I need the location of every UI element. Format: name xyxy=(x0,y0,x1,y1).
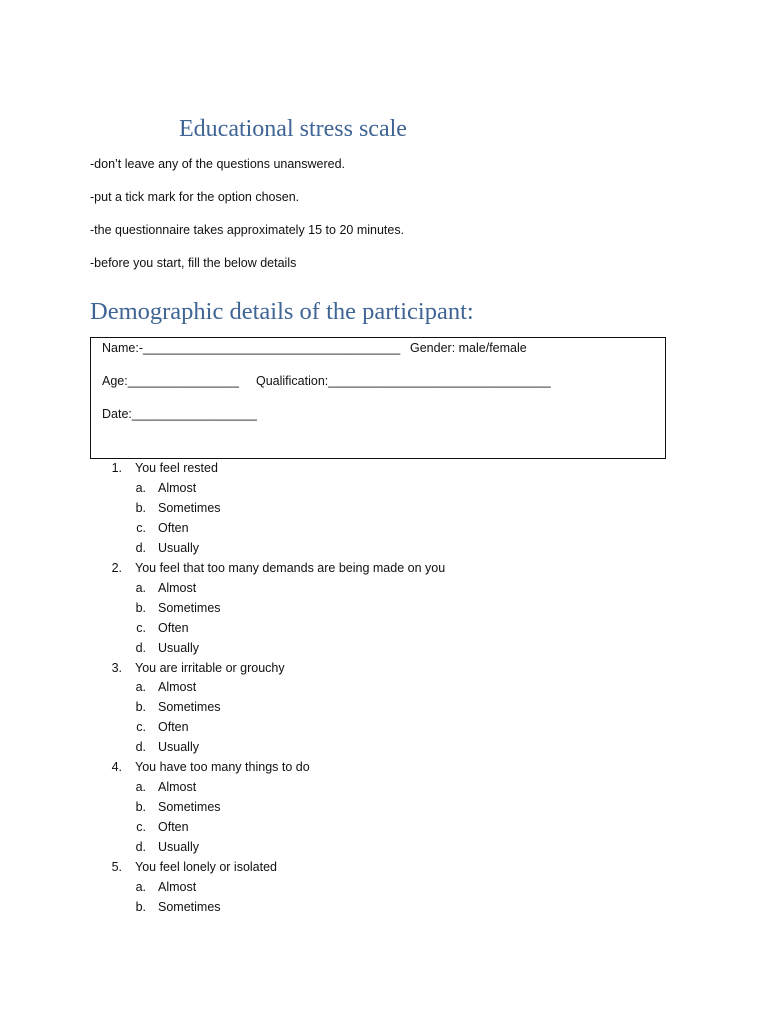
name-field[interactable]: Name:-_____________________________________ xyxy=(102,341,401,355)
option-text: Sometimes xyxy=(158,600,221,615)
qualification-field[interactable]: Qualification:________________________________ xyxy=(256,374,551,388)
instruction-line: -don’t leave any of the questions unanswered. xyxy=(90,157,346,171)
option-text: Sometimes xyxy=(158,800,221,815)
option-letter: b. xyxy=(135,899,146,914)
option-text: Usually xyxy=(158,640,199,655)
question-number: 4. xyxy=(111,760,122,775)
option-text: Often xyxy=(158,720,189,735)
option-letter: c. xyxy=(136,820,146,835)
question-number: 2. xyxy=(111,560,122,575)
option-letter: a. xyxy=(135,580,146,595)
option-letter: a. xyxy=(135,480,146,495)
option-letter: c. xyxy=(136,620,146,635)
option-letter: c. xyxy=(136,720,146,735)
option-text: Usually xyxy=(158,740,199,755)
option-letter: d. xyxy=(135,640,146,655)
instruction-line: -the questionnaire takes approximately 15 to 20 minutes. xyxy=(90,223,405,237)
demographics-heading: Demographic details of the participant: xyxy=(90,298,474,325)
question-number: 1. xyxy=(111,461,122,475)
demographics-box xyxy=(90,337,666,459)
question-number: 3. xyxy=(111,660,122,675)
option-text: Often xyxy=(158,820,189,835)
option-letter: b. xyxy=(135,500,146,515)
option-text: Sometimes xyxy=(158,899,221,914)
question-text: You feel lonely or isolated xyxy=(135,860,277,874)
option-text: Almost xyxy=(158,879,197,894)
option-letter: a. xyxy=(135,879,146,894)
question-text: You feel rested xyxy=(135,461,218,475)
option-letter: d. xyxy=(135,540,146,555)
instruction-line: -before you start, fill the below details xyxy=(90,256,297,270)
date-field[interactable]: Date:__________________ xyxy=(102,407,258,421)
option-text: Usually xyxy=(158,540,199,555)
instruction-line: -put a tick mark for the option chosen. xyxy=(90,190,300,204)
option-letter: b. xyxy=(135,800,146,815)
option-text: Almost xyxy=(158,580,197,595)
option-letter: a. xyxy=(135,780,146,795)
option-letter: c. xyxy=(136,520,146,535)
gender-field[interactable]: Gender: male/female xyxy=(410,341,527,355)
option-text: Often xyxy=(158,620,189,635)
option-text: Almost xyxy=(158,480,197,495)
option-text: Usually xyxy=(158,840,199,855)
option-text: Sometimes xyxy=(158,500,221,515)
question-text: You feel that too many demands are being made on you xyxy=(135,560,446,575)
page-title: Educational stress scale xyxy=(179,116,407,142)
question-text: You are irritable or grouchy xyxy=(135,660,285,675)
option-text: Almost xyxy=(158,680,197,695)
question-text: You have too many things to do xyxy=(135,760,310,775)
option-text: Almost xyxy=(158,780,197,795)
option-letter: d. xyxy=(135,840,146,855)
age-field[interactable]: Age:________________ xyxy=(102,374,239,388)
option-letter: a. xyxy=(135,680,146,695)
option-text: Often xyxy=(158,520,189,535)
question-number: 5. xyxy=(111,860,122,874)
option-letter: d. xyxy=(135,740,146,755)
option-text: Sometimes xyxy=(158,700,221,715)
option-letter: b. xyxy=(135,600,146,615)
option-letter: b. xyxy=(135,700,146,715)
